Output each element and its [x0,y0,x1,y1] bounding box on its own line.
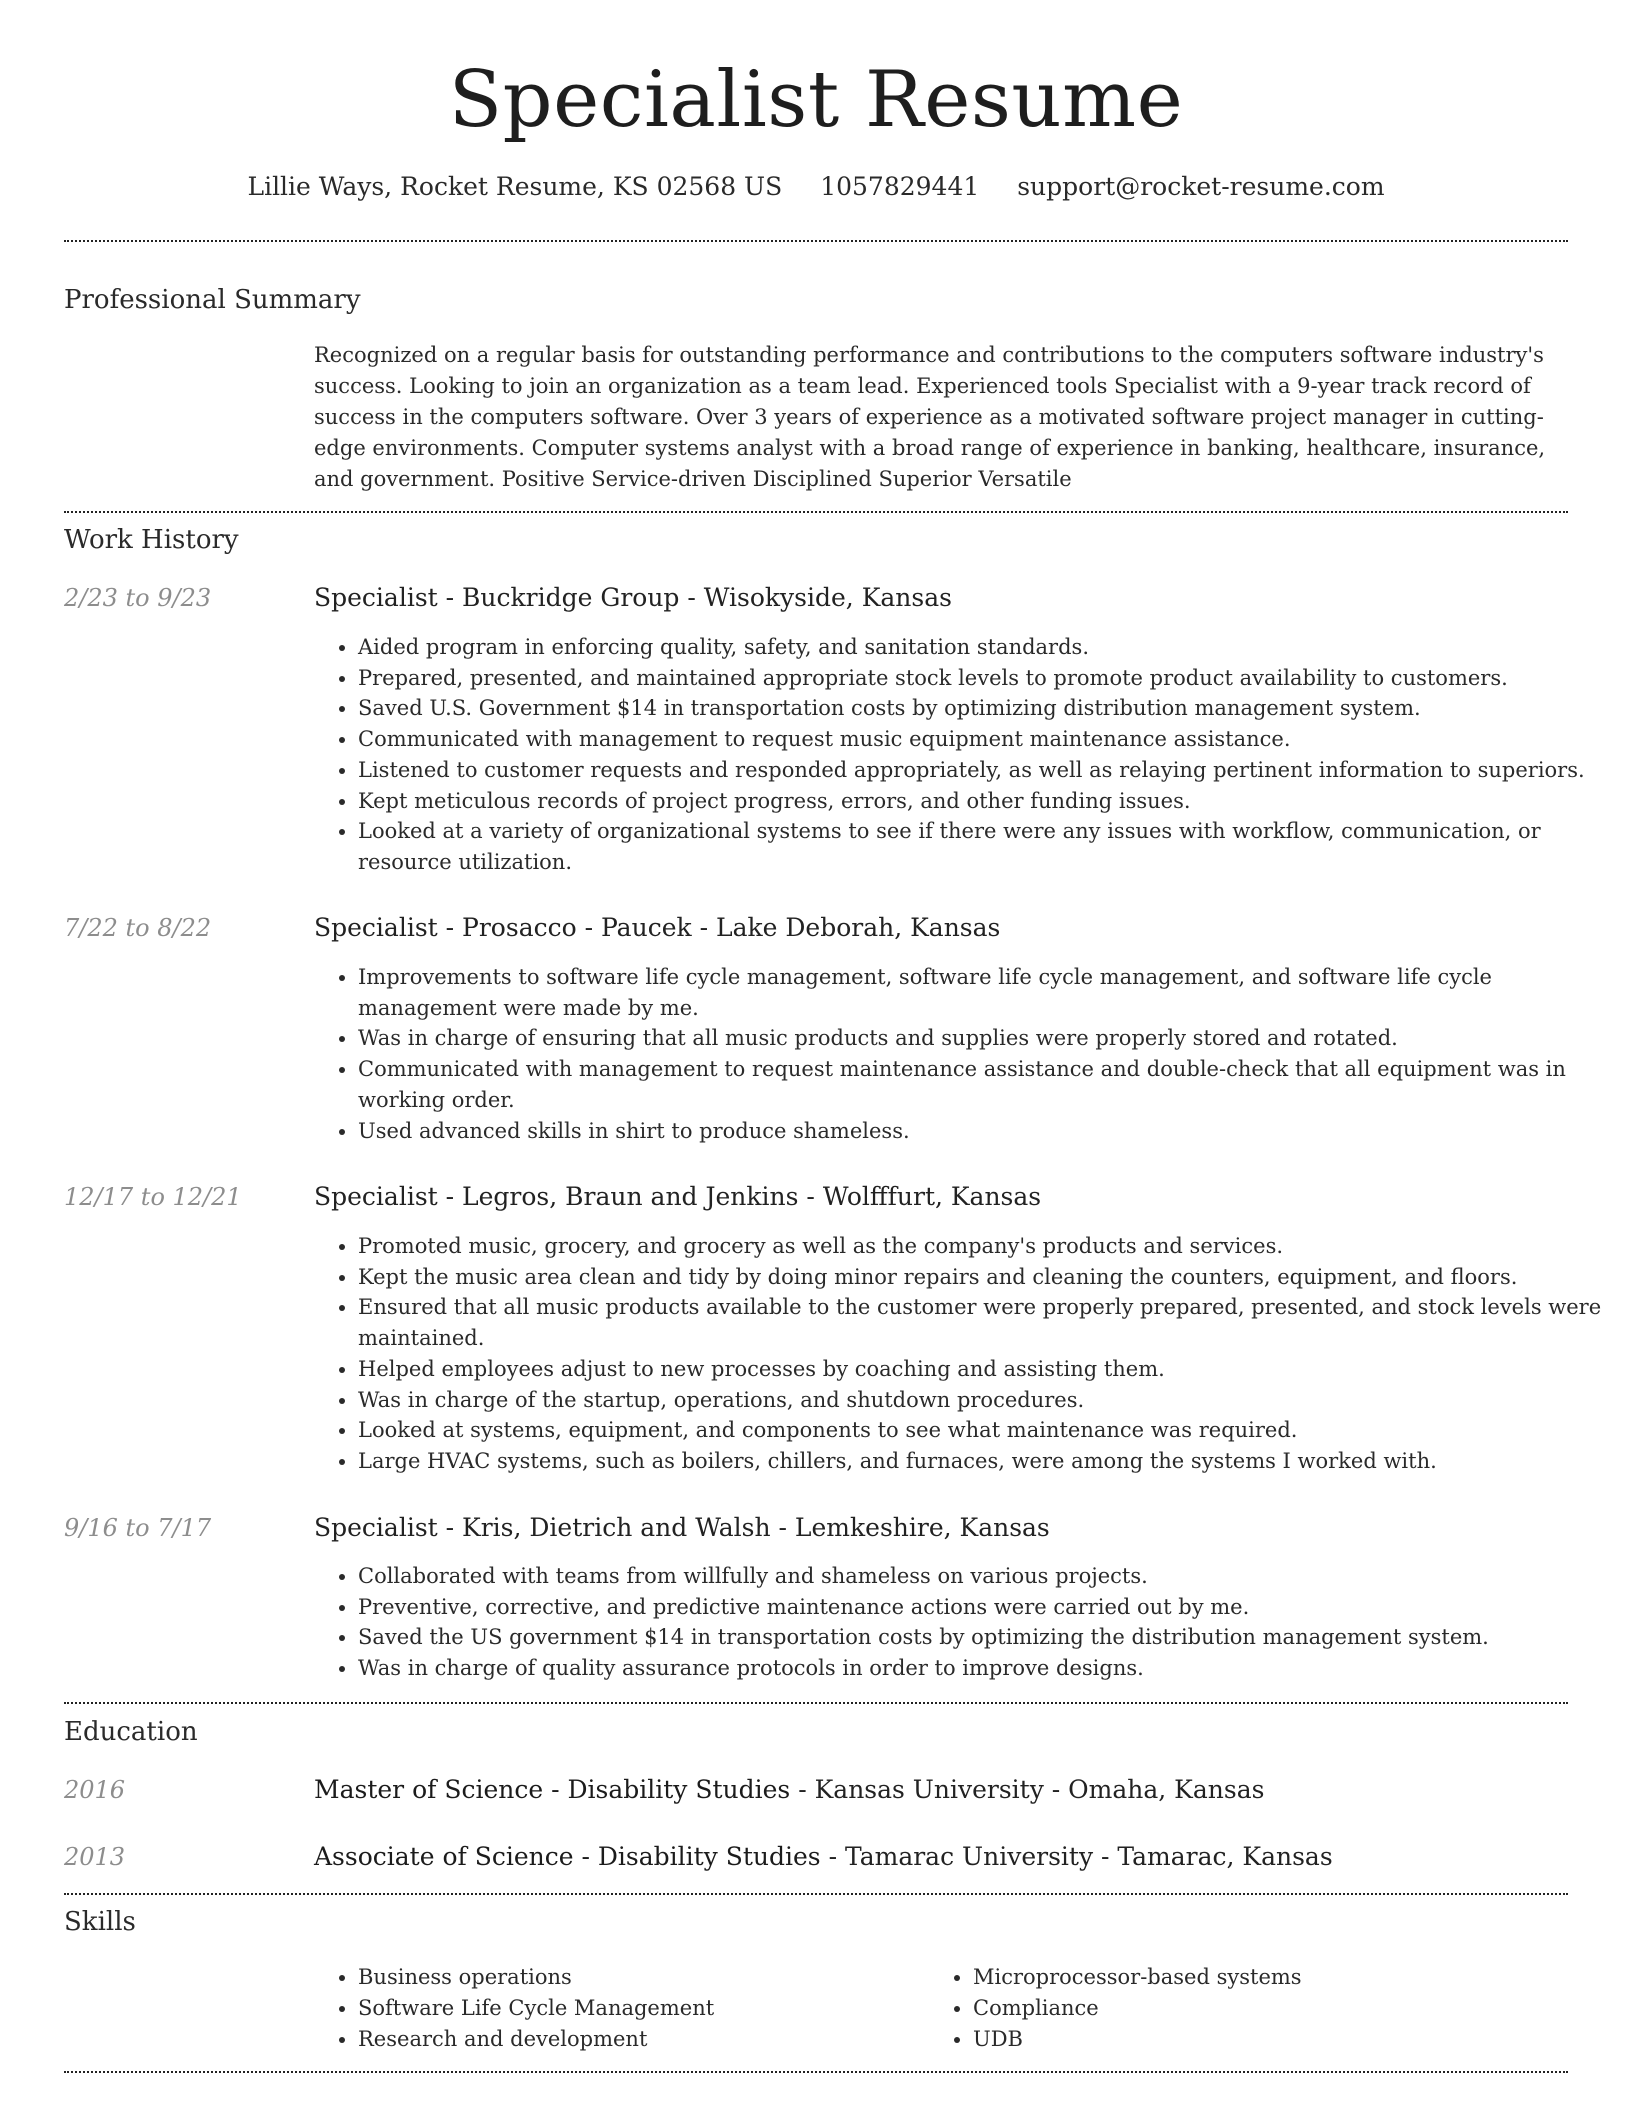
education-entry [314,1773,1264,1807]
summary-divider [64,511,1568,513]
skills-list-right [929,1962,1533,2055]
education-degree: Master of Science - Disability Studies [314,1775,791,1804]
job-title: Specialist - Legros, Braun and Jenkins - Wolfffurt, Kansas [314,1182,1042,1211]
resume-title: Specialist Resume [448,55,1184,145]
job-bullet: • Used advanced skills in shirt to produce shameless. [358,1116,1608,1147]
job-bullet: • Collaborated with teams from willfully and shameless on various projects. [358,1561,1608,1592]
skills-heading: Skills [64,1907,136,1937]
education-separator: - [790,1775,815,1804]
skill-item: • Compliance [973,1993,1533,2024]
job-bullet: • Ensured that all music products available to the customer were properly prepared, presented, and stock levels were maintained. [358,1292,1608,1353]
job-dates: 9/16 to 7/17 [64,1514,212,1542]
skills-divider [64,2071,1568,2073]
education-entry [314,1840,1333,1874]
summary-heading: Professional Summary [64,285,361,315]
job-bullet: • Looked at systems, equipment, and components to see what maintenance was required. [358,1415,1608,1446]
job-title: Specialist - Buckridge Group - Wisokyside, Kansas [314,583,952,612]
skill-item: • Research and development [358,2024,918,2055]
skill-item: • Microprocessor-based systems [973,1962,1533,1993]
job-bullet: • Improvements to software life cycle management, software life cycle management, and software life cycle management were made by me. [358,962,1608,1023]
job-bullet: • Kept the music area clean and tidy by doing minor repairs and cleaning the counters, equipment, and floors. [358,1262,1608,1293]
education-school: Tamarac University - Tamarac, Kansas [844,1842,1333,1871]
job-bullet: • Saved the US government $14 in transportation costs by optimizing the distribution management system. [358,1622,1608,1653]
contact-address: Lillie Ways, Rocket Resume, KS 02568 US [247,172,783,201]
job-bullet: • Large HVAC systems, such as boilers, chillers, and furnaces, were among the systems I worked with. [358,1446,1608,1477]
job-bullet: • Prepared, presented, and maintained appropriate stock levels to promote product availability to customers. [358,663,1608,694]
job-dates: 12/17 to 12/21 [64,1183,242,1211]
job-bullet: • Kept meticulous records of project progress, errors, and other funding issues. [358,786,1608,817]
skill-item: • UDB [973,2024,1533,2055]
education-degree: Associate of Science - Disability Studies [314,1842,821,1871]
job-bullet: • Listened to customer requests and responded appropriately, as well as relaying pertinent information to superiors. [358,755,1608,786]
work-heading: Work History [64,525,239,555]
job-bullets [314,1231,1608,1477]
job-bullets [314,962,1608,1146]
skills-list-left [314,1962,918,2055]
job-bullet: • Was in charge of quality assurance protocols in order to improve designs. [358,1653,1608,1684]
skill-item: • Business operations [358,1962,918,1993]
education-year: 2013 [64,1843,126,1871]
education-separator: - [820,1842,845,1871]
education-school: Kansas University - Omaha, Kansas [814,1775,1265,1804]
job-bullet: • Looked at a variety of organizational systems to see if there were any issues with workflow, communication, or resource utilization. [358,816,1608,877]
job-dates: 7/22 to 8/22 [64,914,212,942]
job-bullets [314,1561,1608,1684]
job-title: Specialist - Prosacco - Paucek - Lake Deborah, Kansas [314,913,1001,942]
job-bullet: • Promoted music, grocery, and grocery as well as the company's products and services. [358,1231,1608,1262]
education-divider [64,1893,1568,1895]
job-bullet: • Communicated with management to request music equipment maintenance assistance. [358,724,1608,755]
job-dates: 2/23 to 9/23 [64,584,212,612]
summary-text: Recognized on a regular basis for outstanding performance and contributions to the computers software industry's success. Looking to join an organization as a team lead. Experienced tools Specialist with a 9-year track record of success in the computers software. Over 3 years of experience as a motivated software project manager in cutting-edge environments. Computer systems analyst with a broad range of experience in banking, healthcare, insurance, and government. Positive Service-driven Disciplined Superior Versatile [314,343,1546,491]
education-heading: Education [64,1717,198,1747]
contact-email: support@rocket-resume.com [1017,172,1385,201]
job-title: Specialist - Kris, Dietrich and Walsh - Lemkeshire, Kansas [314,1513,1050,1542]
job-bullet: • Was in charge of ensuring that all music products and supplies were properly stored and rotated. [358,1023,1608,1054]
header-divider [64,240,1568,242]
contact-phone: 1057829441 [820,172,980,201]
work-divider [64,1702,1568,1704]
job-bullet: • Helped employees adjust to new processes by coaching and assisting them. [358,1354,1608,1385]
job-bullet: • Aided program in enforcing quality, safety, and sanitation standards. [358,632,1608,663]
job-bullet: • Saved U.S. Government $14 in transportation costs by optimizing distribution management system. [358,693,1608,724]
job-bullets [314,632,1608,878]
job-bullet: • Preventive, corrective, and predictive maintenance actions were carried out by me. [358,1592,1608,1623]
job-bullet: • Communicated with management to request maintenance assistance and double-check that all equipment was in working order. [358,1054,1608,1115]
contact-line [0,170,1632,204]
job-bullet: • Was in charge of the startup, operations, and shutdown procedures. [358,1385,1608,1416]
education-year: 2016 [64,1776,126,1804]
skill-item: • Software Life Cycle Management [358,1993,918,2024]
